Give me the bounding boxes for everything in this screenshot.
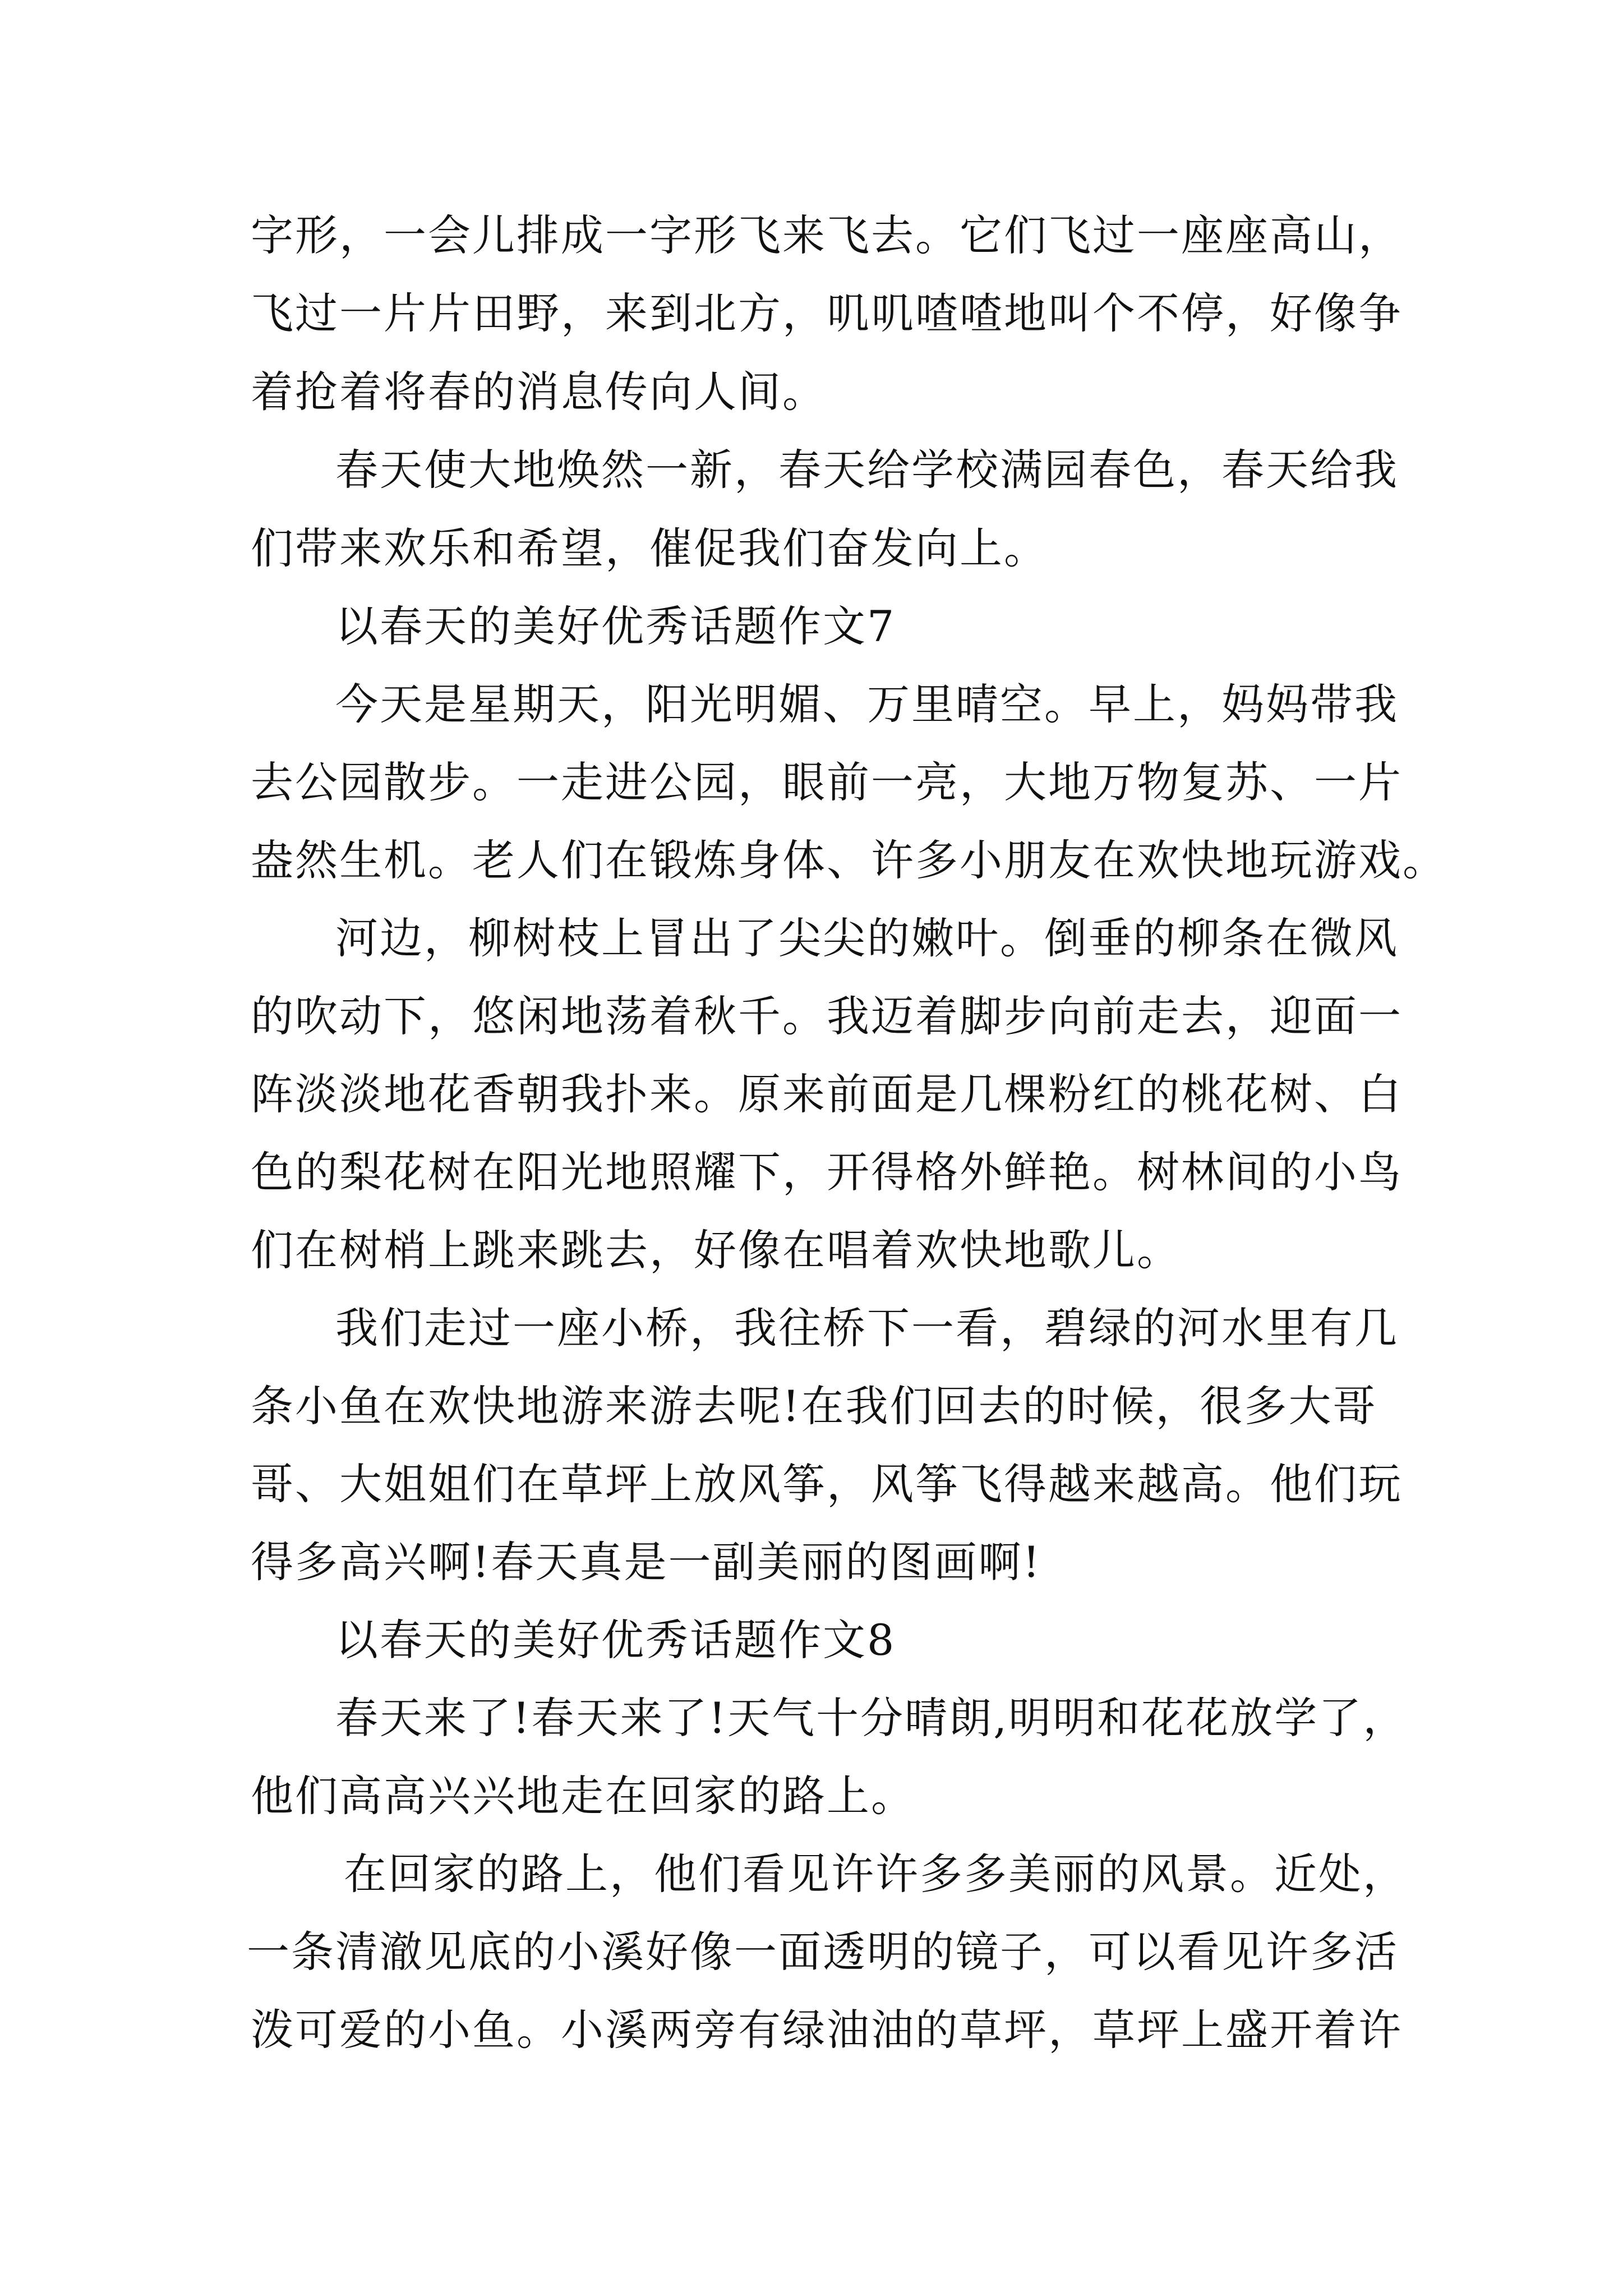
paragraph-first-line: 春天来了!春天来了!天气十分晴朗,明明和花花放学了，: [335, 1693, 1408, 1743]
paragraph-first-line: 河边，柳树枝上冒出了尖尖的嫩叶。倒垂的柳条在微风: [335, 913, 1399, 963]
text-line: 色的梨花树在阳光地照耀下，开得格外鲜艳。树林间的小鸟: [251, 1147, 1403, 1197]
text-line: 哥、大姐姐们在草坪上放风筝，风筝飞得越来越高。他们玩: [251, 1459, 1403, 1509]
text-line: 条小鱼在欢快地游来游去呢!在我们回去的时候，很多大哥: [251, 1381, 1377, 1431]
text-line: 阵淡淡地花香朝我扑来。原来前面是几棵粉红的桃花树、白: [251, 1069, 1403, 1119]
section-heading: 以春天的美好优秀话题作文8: [335, 1615, 896, 1665]
text-line: 的吹动下，悠闲地荡着秋千。我迈着脚步向前走去，迎面一: [251, 991, 1403, 1041]
text-line: 一条清澈见底的小溪好像一面透明的镜子，可以看见许多活: [247, 1927, 1399, 1977]
paragraph-first-line: 在回家的路上，他们看见许许多多美丽的风景。近处，: [344, 1849, 1407, 1899]
section-heading: 以春天的美好优秀话题作文7: [335, 601, 896, 651]
text-line: 们带来欢乐和希望，催促我们奋发向上。: [251, 523, 1048, 573]
text-line: 去公园散步。一走进公园，眼前一亮，大地万物复苏、一片: [251, 757, 1403, 807]
text-line: 着抢着将春的消息传向人间。: [251, 367, 827, 417]
text-line: 得多高兴啊!春天真是一副美丽的图画啊!: [251, 1537, 1042, 1587]
text-line: 泼可爱的小鱼。小溪两旁有绿油油的草坪，草坪上盛开着许: [251, 2005, 1403, 2055]
paragraph-first-line: 我们走过一座小桥，我往桥下一看，碧绿的河水里有几: [335, 1303, 1399, 1353]
text-line: 盎然生机。老人们在锻炼身体、许多小朋友在欢快地玩游戏。: [251, 835, 1447, 885]
paragraph-first-line: 春天使大地焕然一新，春天给学校满园春色，春天给我: [335, 445, 1399, 495]
text-line: 飞过一片片田野，来到北方，叽叽喳喳地叫个不停，好像争: [251, 288, 1403, 338]
text-line: 字形，一会儿排成一字形飞来飞去。它们飞过一座座高山，: [251, 210, 1403, 260]
text-line: 们在树梢上跳来跳去，好像在唱着欢快地歌儿。: [251, 1225, 1181, 1275]
paragraph-first-line: 今天是星期天，阳光明媚、万里晴空。早上，妈妈带我: [335, 679, 1399, 729]
text-line: 他们高高兴兴地走在回家的路上。: [251, 1771, 915, 1821]
